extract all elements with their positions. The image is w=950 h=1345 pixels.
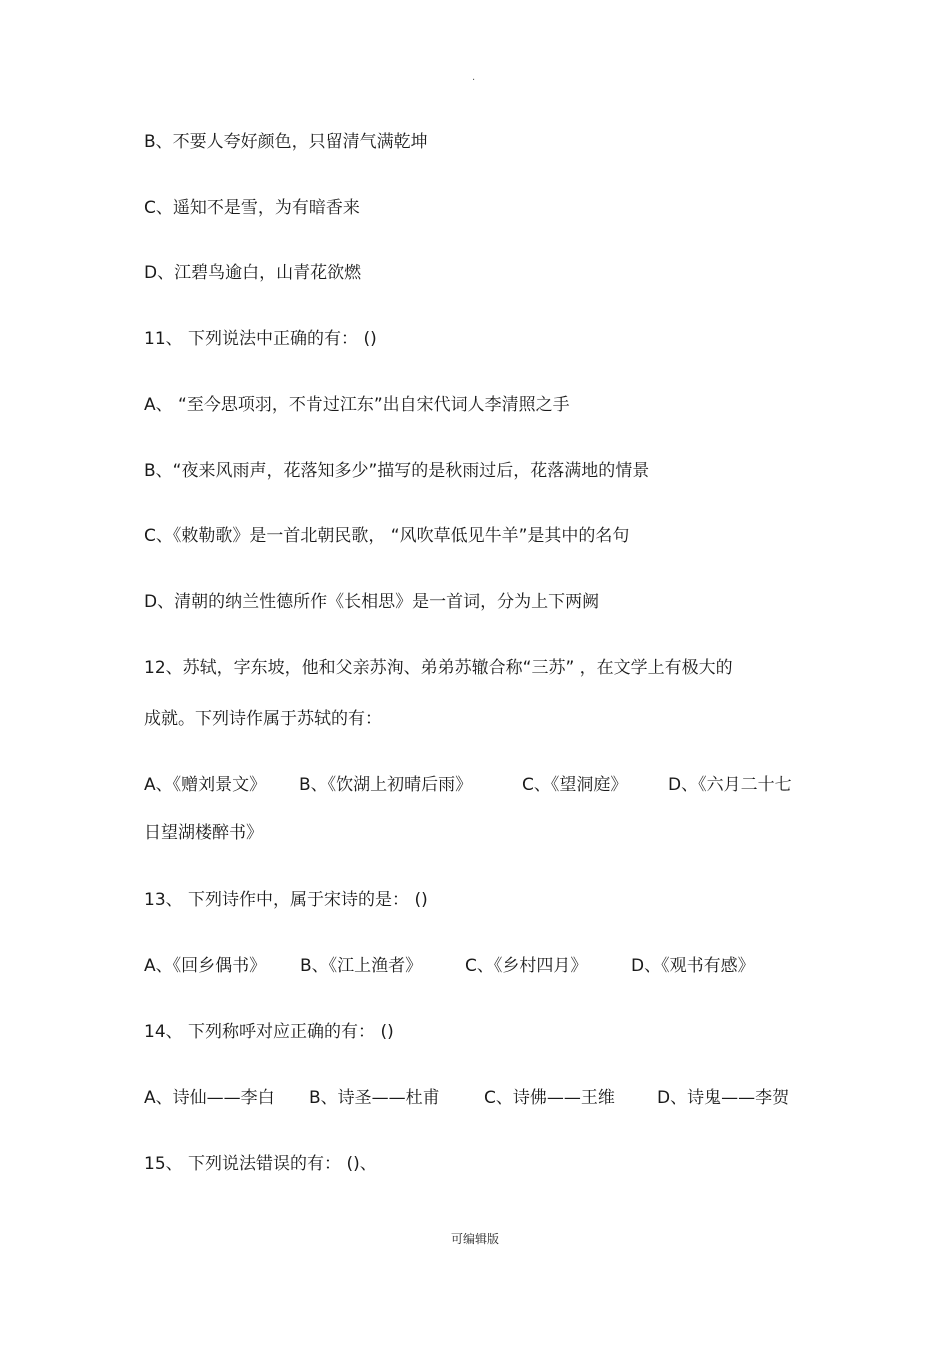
q14-option-d: D、诗鬼——李贺 — [657, 1088, 790, 1108]
q13-options-row — [144, 955, 784, 977]
q10-option-d: D、江碧鸟逾白，山青花欲燃 — [144, 263, 362, 283]
q11-option-c: C、《敕勒歌》是一首北朝民歌， “风吹草低见牛羊”是其中的名句 — [144, 526, 630, 546]
q12-option-d-line1: D、《六月二十七 — [668, 775, 792, 795]
q14-stem: 14、 下列称呼对应正确的有： () — [144, 1022, 394, 1042]
q11-option-a: A、 “至今思项羽，不肯过江东”出自宋代词人李清照之手 — [144, 395, 570, 415]
q13-option-d: D、《观书有感》 — [631, 956, 755, 976]
q11-option-d: D、清朝的纳兰性德所作《长相思》是一首词，分为上下两阙 — [144, 592, 600, 612]
q12-options-row — [144, 774, 804, 796]
q14-option-b: B、诗圣——杜甫 — [309, 1088, 440, 1108]
q12-option-d-line2: 日望湖楼醉书》 — [144, 823, 263, 843]
q13-option-a: A、《回乡偶书》 — [144, 956, 267, 976]
q13-stem: 13、 下列诗作中，属于宋诗的是： () — [144, 890, 428, 910]
q12-stem-line2: 成就。下列诗作属于苏轼的有： — [144, 709, 382, 729]
q12-option-b: B、《饮湖上初晴后雨》 — [299, 775, 473, 795]
q11-stem: 11、 下列说法中正确的有： () — [144, 329, 377, 349]
page-footer: 可编辑版 — [450, 1232, 499, 1246]
header-mark: . — [472, 72, 476, 83]
q10-option-c: C、遥知不是雪，为有暗香来 — [144, 198, 360, 218]
q12-option-a: A、《赠刘景文》 — [144, 775, 267, 795]
q13-option-b: B、《江上渔者》 — [300, 956, 423, 976]
q14-option-c: C、诗佛——王维 — [484, 1088, 615, 1108]
q13-option-c: C、《乡村四月》 — [465, 956, 588, 976]
q10-option-b: B、不要人夸好颜色，只留清气满乾坤 — [144, 132, 428, 152]
q14-option-a: A、诗仙——李白 — [144, 1088, 275, 1108]
q12-stem-line1: 12、苏轼，字东坡，他和父亲苏洵、弟弟苏辙合称“三苏” ，在文学上有极大的 — [144, 658, 733, 678]
q14-options-row — [144, 1087, 804, 1109]
q15-stem: 15、 下列说法错误的有： ()、 — [144, 1154, 377, 1174]
q11-option-b: B、“夜来风雨声，花落知多少”描写的是秋雨过后，花落满地的情景 — [144, 461, 650, 481]
q12-option-c: C、《望洞庭》 — [522, 775, 628, 795]
